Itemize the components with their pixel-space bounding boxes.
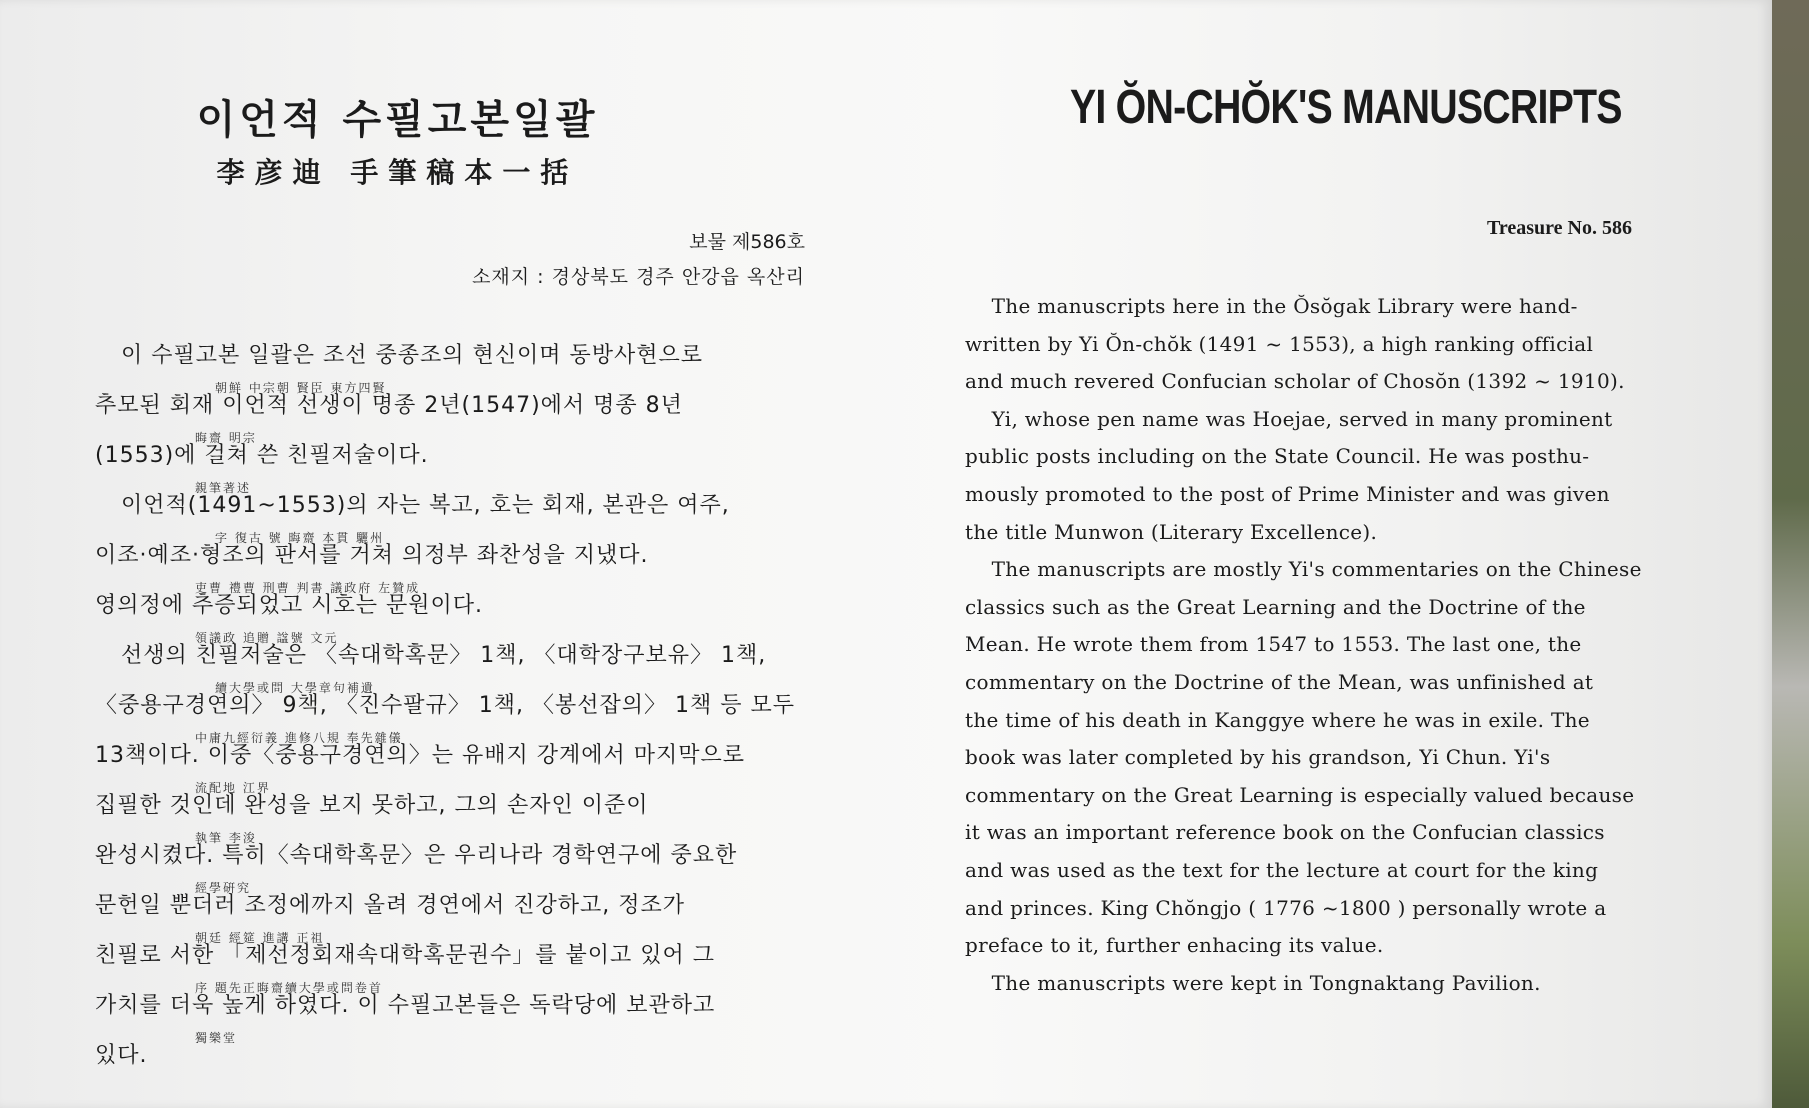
hanja-gloss: 領議政 追贈 諡號 文元 <box>195 631 339 645</box>
korean-line-text: 완성시켰다. 특히〈속대학혹문〉은 우리나라 경학연구에 중요한 <box>95 843 738 868</box>
english-panel <box>965 80 1670 1002</box>
korean-line-text: 추모된 회재 이언적 선생이 명종 2년(1547)에서 명종 8년 <box>95 393 683 418</box>
korean-body-line <box>95 481 820 545</box>
korean-body-line <box>95 631 820 695</box>
english-body-line: The manuscripts were kept in Tongnaktang Pavilion. <box>965 970 1541 995</box>
english-body-line: classics such as the Great Learning and the Doctrine of the <box>965 594 1586 619</box>
korean-body-line <box>95 681 820 745</box>
korean-line-text: 13책이다. 이중〈중용구경연의〉는 유배지 강계에서 마지막으로 <box>95 743 746 768</box>
korean-line-text: 이 수필고본 일괄은 조선 중종조의 현신이며 동방사현으로 <box>121 343 704 368</box>
english-body-line: the time of his death in Kanggye where he was in exile. The <box>965 707 1590 732</box>
english-title: YI ŎN-CHŎK'S MANUSCRIPTS <box>1070 81 1622 134</box>
english-treasure-number: Treasure No. 586 <box>1487 217 1632 239</box>
korean-body <box>95 331 820 1081</box>
korean-line-text: 친필로 서한 「제선정회재속대학혹문권수」를 붙이고 있어 그 <box>95 943 716 968</box>
korean-body-line <box>95 931 820 995</box>
korean-location: 소재지 : 경상북도 경주 안강읍 옥산리 <box>472 266 805 288</box>
korean-body-line <box>95 881 820 945</box>
english-body-line: written by Yi Ŏn-chŏk (1491 ~ 1553), a high ranking official <box>965 331 1594 356</box>
hanja-gloss: 朝鮮 中宗朝 賢臣 東方四賢 <box>215 381 387 395</box>
korean-line-text: (1553)에 걸쳐 쓴 친필저술이다. <box>95 443 429 468</box>
english-body-line: mously promoted to the post of Prime Minister and was given <box>965 481 1610 506</box>
english-body-line: and much revered Confucian scholar of Chosŏn (1392 ~ 1910). <box>965 369 1625 394</box>
hanja-gloss: 續大學或問 大學章句補遺 <box>215 681 375 695</box>
english-body-line: The manuscripts are mostly Yi's commentaries on the Chinese <box>965 557 1642 582</box>
korean-line-text: 영의정에 추증되었고 시호는 문원이다. <box>95 593 484 618</box>
hanja-gloss: 字 復古 號 晦齋 本貫 驪州 <box>215 531 385 545</box>
english-body-line: Yi, whose pen name was Hoejae, served in many prominent <box>965 406 1613 431</box>
english-body-line: public posts including on the State Council. He was posthu- <box>965 444 1590 469</box>
korean-body-line <box>95 581 820 645</box>
english-body-line: commentary on the Doctrine of the Mean, was unfinished at <box>965 669 1594 694</box>
english-body-line: preface to it, further enhacing its value. <box>965 933 1384 958</box>
english-body-line: book was later completed by his grandson, Yi Chun. Yi's <box>965 745 1551 770</box>
english-body-line: and was used as the text for the lecture at court for the king <box>965 857 1599 882</box>
hanja-gloss: 親筆著述 <box>195 481 252 495</box>
korean-body-line <box>95 331 820 395</box>
korean-body-line <box>95 981 820 1045</box>
english-body-line: The manuscripts here in the Ŏsŏgak Library were hand- <box>965 294 1578 318</box>
hanja-gloss: 中庸九經衍義 進修八規 奉先雜儀 <box>195 731 403 745</box>
hanja-gloss: 朝廷 經筵 進講 正祖 <box>195 931 325 945</box>
hanja-gloss: 獨樂堂 <box>195 1031 238 1045</box>
hanja-gloss: 吏曹 禮曹 刑曹 判書 議政府 左贊成 <box>195 581 421 595</box>
background-foliage <box>1772 0 1809 1108</box>
korean-line-text: 이조·예조·형조의 판서를 거쳐 의정부 좌찬성을 지냈다. <box>95 543 649 568</box>
korean-treasure-number: 보물 제586호 <box>689 231 805 253</box>
korean-body-line <box>95 831 820 895</box>
hanja-gloss: 經學硏究 <box>195 881 252 895</box>
korean-title: 이언적 수필고본일괄 <box>196 97 599 143</box>
english-body-line: it was an important reference book on the Confucian classics <box>965 820 1605 845</box>
korean-body-line <box>95 1031 820 1081</box>
korean-body-line <box>95 531 820 595</box>
hanja-gloss: 晦齋 明宗 <box>195 431 257 445</box>
korean-body-line <box>95 431 820 495</box>
english-body-line: and princes. King Chŏngjo ( 1776 ~1800 ) personally wrote a <box>965 895 1607 920</box>
korean-body-line <box>95 781 820 845</box>
english-body-line: the title Munwon (Literary Excellence). <box>965 519 1378 544</box>
korean-body-line <box>95 381 820 445</box>
korean-line-text: 문헌일 뿐더러 조정에까지 올려 경연에서 진강하고, 정조가 <box>95 893 686 918</box>
hanja-gloss: 執筆 李浚 <box>195 831 257 845</box>
korean-line-text: 있다. <box>95 1043 148 1068</box>
hanja-gloss: 流配地 江界 <box>195 781 271 795</box>
hanja-title: 李彦迪 手筆稿本一括 <box>216 156 579 189</box>
english-body <box>965 288 1670 1002</box>
korean-line-text: 이언적(1491~1553)의 자는 복고, 호는 회재, 본관은 여주, <box>121 493 730 518</box>
korean-line-text: 〈중용구경연의〉 9책, 〈진수팔규〉 1책, 〈봉선잡의〉 1책 등 모두 <box>95 693 795 718</box>
korean-panel <box>95 80 820 1081</box>
korean-line-text: 집필한 것인데 완성을 보지 못하고, 그의 손자인 이준이 <box>95 793 649 818</box>
korean-line-text: 선생의 친필저술은 〈속대학혹문〉 1책, 〈대학장구보유〉 1책, <box>121 643 767 668</box>
korean-body-line <box>95 731 820 795</box>
english-body-line: Mean. He wrote them from 1547 to 1553. The last one, the <box>965 632 1582 657</box>
english-body-line: commentary on the Great Learning is especially valued because <box>965 782 1635 807</box>
hanja-gloss: 序 題先正晦齋續大學或問卷首 <box>195 981 383 995</box>
korean-line-text: 가치를 더욱 높게 하였다. 이 수필고본들은 독락당에 보관하고 <box>95 993 716 1018</box>
